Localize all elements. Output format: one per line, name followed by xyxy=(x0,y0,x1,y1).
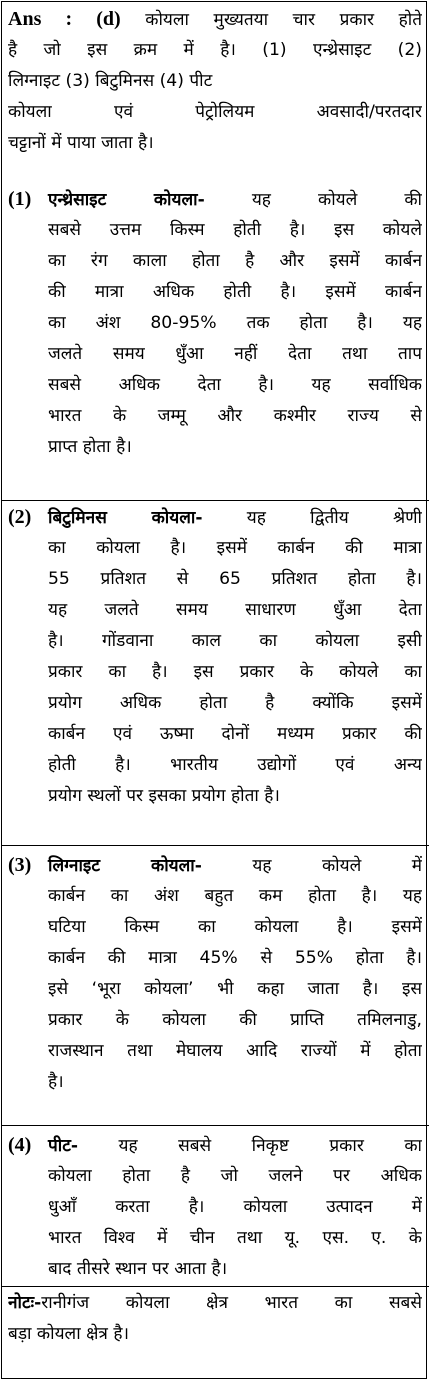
section-number: (2) xyxy=(8,506,32,528)
section-heading-line: (2) बिटुमिनस कोयला- यह द्वितीय श्रेणी xyxy=(8,502,422,533)
section-line: का कोयला है। इसमें कार्बन की मात्रा xyxy=(48,538,422,558)
note-line-2: बड़ा कोयला क्षेत्र है। xyxy=(8,1324,130,1344)
section-line: प्रकार के कोयला की प्राप्ति तमिलनाडु, xyxy=(48,1010,422,1030)
section-line: का रंग काला होता है और इसमें कार्बन xyxy=(48,251,422,271)
section-heading-line: (3) लिग्नाइट कोयला- यह कोयले में xyxy=(8,850,422,881)
intro-line-1: Ans : (d) कोयला मुख्यतया चार प्रकार होते xyxy=(8,8,422,30)
section-line: घटिया किस्म का कोयला है। इसमें xyxy=(48,917,422,937)
section-line: कार्बन का अंश बहुत कम होता है। यह xyxy=(48,886,422,906)
section-anthracite xyxy=(8,184,422,463)
section-line: प्रकार का है। इस प्रकार के कोयले का xyxy=(48,662,422,682)
section-line: राजस्थान तथा मेघालय आदि राज्यों में होता xyxy=(48,1041,422,1061)
section-line: इसे ‘भूरा कोयला’ भी कहा जाता है। इस xyxy=(48,979,422,999)
section-line: का अंश 80-95% तक होता है। यह xyxy=(48,313,422,333)
section-line: प्रयोग अधिक होता है क्योंकि इसमें xyxy=(48,693,422,713)
note-label: नोटः- xyxy=(8,1293,42,1313)
section-heading: पीट- xyxy=(48,1136,79,1156)
section-divider xyxy=(1,500,429,501)
section-divider xyxy=(1,1286,429,1287)
section-heading: लिग्नाइट कोयला- xyxy=(48,856,202,876)
section-divider xyxy=(1,1125,429,1126)
section-heading-line: (4) पीट- यह सबसे निकृष्ट प्रकार का xyxy=(8,1130,422,1161)
section-line: धुआँ करता है। कोयला उत्पादन में xyxy=(48,1197,422,1217)
section-line: प्राप्त होता है। xyxy=(48,437,132,457)
intro-block xyxy=(8,4,422,159)
section-line: प्रयोग स्थलों पर इसका प्रयोग होता है। xyxy=(48,786,280,806)
section-bituminous xyxy=(8,502,422,812)
section-line: कार्बन एवं ऊष्मा दोनों मध्यम प्रकार की xyxy=(48,724,422,744)
section-line: कोयला होता है जो जलने पर अधिक xyxy=(48,1166,422,1186)
section-lignite xyxy=(8,850,422,1098)
note-block xyxy=(8,1288,422,1350)
section-number: (1) xyxy=(8,188,32,210)
section-line: सबसे उत्तम किस्म होती है। इस कोयले xyxy=(48,220,422,240)
section-heading-line: (1) एन्थ्रेसाइट कोयला- यह कोयले की xyxy=(8,184,422,215)
section-line: यह जलते समय साधारण धुँआ देता xyxy=(48,600,422,620)
section-line: सबसे अधिक देता है। यह सर्वाधिक xyxy=(48,375,422,395)
answer-label: Ans : (d) xyxy=(8,8,121,30)
section-peat xyxy=(8,1130,422,1285)
section-number: (4) xyxy=(8,1134,32,1156)
section-divider xyxy=(1,845,429,846)
section-heading: बिटुमिनस कोयला- xyxy=(48,508,203,528)
intro-line-5: चट्टानों में पाया जाता है। xyxy=(8,133,154,153)
section-line: भारत विश्व में चीन तथा यू. एस. ए. के xyxy=(48,1228,422,1248)
intro-line-4: कोयला एवं पेट्रोलियम अवसादी/परतदार xyxy=(8,102,422,122)
section-line: होती है। भारतीय उद्योगों एवं अन्य xyxy=(48,755,422,775)
note-line-1: नोटः-रानीगंज कोयला क्षेत्र भारत का सबसे xyxy=(8,1293,422,1313)
intro-line-2: है जो इस क्रम में है। (1) एन्थ्रेसाइट (2) xyxy=(8,40,422,60)
section-number: (3) xyxy=(8,854,32,876)
section-line: 55 प्रतिशत से 65 प्रतिशत होता है। xyxy=(48,569,422,589)
section-line: भारत के जम्मू और कश्मीर राज्य से xyxy=(48,406,422,426)
section-line: की मात्रा अधिक होती है। इसमें कार्बन xyxy=(48,282,422,302)
section-line: कार्बन की मात्रा 45% से 55% होता है। xyxy=(48,948,422,968)
section-line: है। xyxy=(48,1072,64,1092)
intro-line-3: लिग्नाइट (3) बिटुमिनस (4) पीट xyxy=(8,71,213,91)
section-line: बाद तीसरे स्थान पर आता है। xyxy=(48,1259,228,1279)
section-heading: एन्थ्रेसाइट कोयला- xyxy=(48,190,205,210)
section-line: है। गोंडवाना काल का कोयला इसी xyxy=(48,631,422,651)
section-line: जलते समय धुँआ नहीं देता तथा ताप xyxy=(48,344,422,364)
